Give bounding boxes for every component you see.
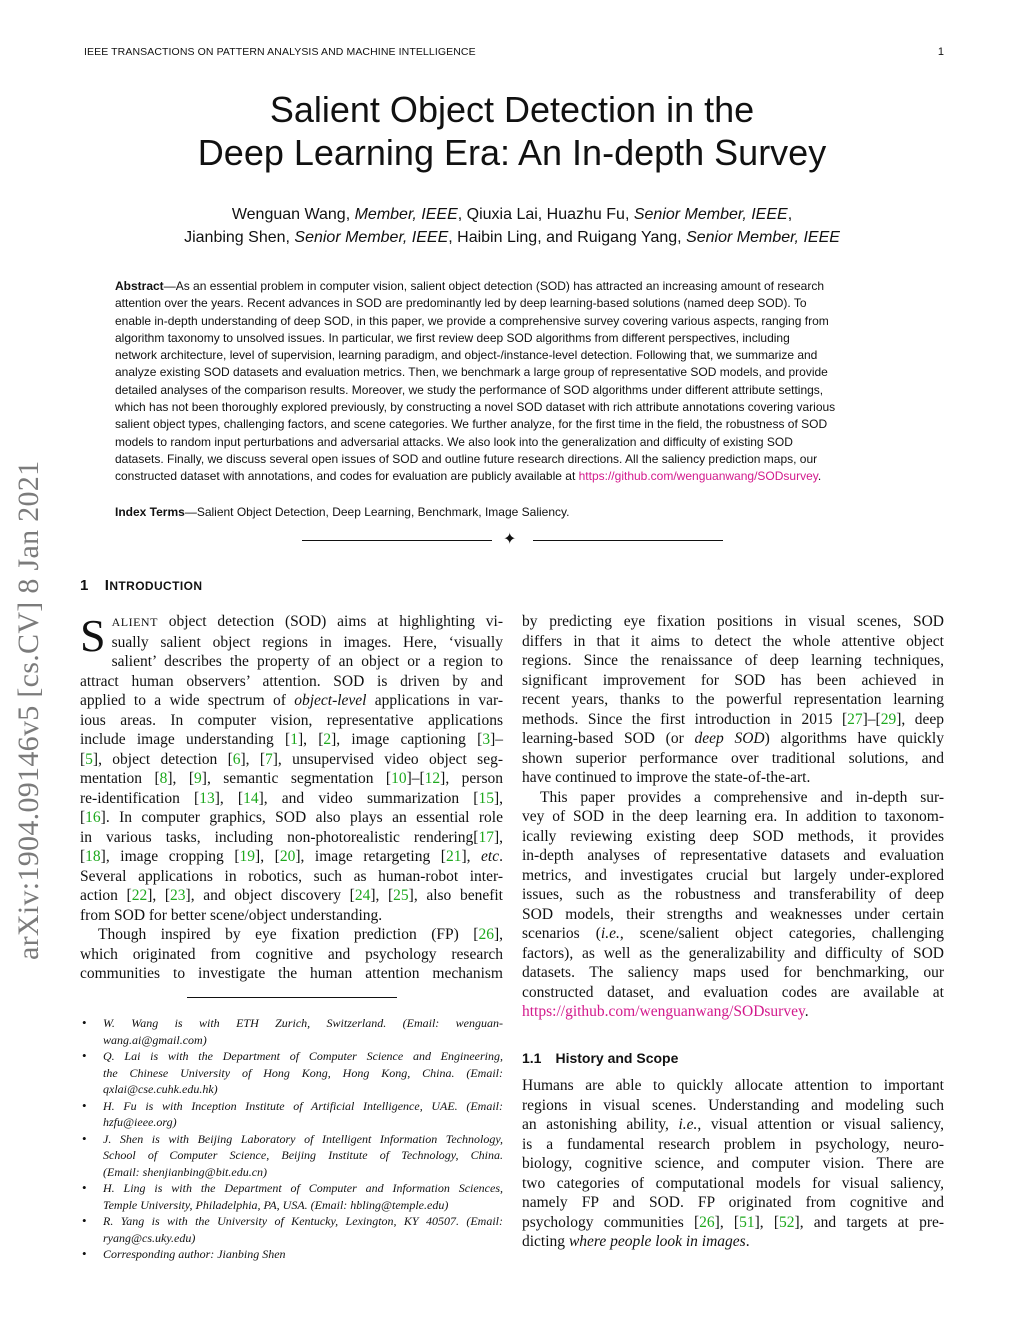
intro-right-column: [522, 612, 944, 1022]
citation-link[interactable]: 24: [354, 887, 371, 904]
footnote-line: • W. Wang is with ETH Zurich, Switzerland. (Email: wenguan-: [103, 1016, 503, 1030]
body-line: which originated from cognitive and psychology research: [80, 945, 503, 963]
body-text: applied to a wide spectrum of: [80, 692, 295, 709]
citation-link[interactable]: 14: [243, 789, 259, 807]
citation-link[interactable]: 26: [699, 1213, 715, 1231]
body-text: mentation [: [80, 770, 160, 787]
footnote-item: [80, 1246, 503, 1263]
body-text: dicting: [522, 1233, 569, 1250]
page-number: 1: [937, 46, 944, 58]
body-line: [522, 924, 944, 944]
author-affiliation-role: Senior Member, IEEE: [686, 229, 840, 246]
body-text: object detection (SOD) aims at highlighting vi-: [157, 613, 503, 630]
footnote-line: • Q. Lai is with the Department of Computer Science and Engineering,: [103, 1049, 503, 1063]
smallcaps-word: ALIENT: [111, 615, 158, 629]
subsection-title: History and Scope: [555, 1050, 679, 1066]
citation-link[interactable]: 10: [391, 770, 407, 787]
index-terms: [115, 505, 910, 519]
body-text: ], [: [240, 750, 266, 768]
abstract-line: which has not been thoroughly explored previously, by constructing a novel SOD dataset with rich attribute annotations covering various: [115, 400, 836, 415]
citation-link[interactable]: 29: [880, 710, 897, 728]
arxiv-stamp-text: arXiv:1904.09146v5 [cs.CV] 8 Jan 2021: [12, 460, 45, 960]
separator-rule-left: [302, 540, 492, 541]
body-line: regions. Since the renaissance of deep learning techniques,: [522, 652, 944, 669]
body-italic: object-level: [294, 692, 367, 709]
body-text: ], unsupervised video object seg-: [272, 750, 503, 768]
body-text: .: [745, 1233, 750, 1250]
abstract: [115, 278, 910, 486]
citation-link[interactable]: 26: [478, 926, 494, 943]
body-text: ]–[: [862, 710, 881, 728]
citation-link[interactable]: 51: [739, 1213, 755, 1231]
body-line: factors), as well as the generalizability and difficulty of SOD: [522, 944, 944, 962]
body-text: ], [: [255, 848, 280, 865]
body-text: scenarios (: [522, 925, 601, 942]
section-number: 1: [80, 577, 89, 594]
body-line: SOD models, their strengths and weaknesses under certain: [522, 905, 944, 923]
body-text: ], and targets at pre-: [794, 1213, 945, 1231]
abstract-line: detailed analyses of the comparison results. Moreover, we study the performance of SOD algorithms under different attribute settings,: [115, 382, 824, 397]
body-text: ],: [493, 789, 503, 807]
body-text: methods. Since the first introduction in 2015 [: [522, 710, 848, 728]
body-text: ], semantic segmentation [: [201, 770, 392, 787]
index-terms-label: Index Terms: [115, 505, 185, 519]
body-text: [: [80, 809, 86, 826]
body-line: Several applications in robotics, such as human-robot inter-: [80, 867, 503, 885]
body-line: metrics, and investigates crucial but largely under-explored: [522, 866, 944, 884]
footnote-line: • R. Yang is with the University of Kentucky, Lexington, KY 40507. (Email:: [103, 1214, 503, 1228]
citation-link[interactable]: 2: [323, 731, 332, 748]
footnote-item: [80, 1048, 503, 1098]
body-text: ], [: [714, 1213, 740, 1231]
citation-link[interactable]: 12: [424, 770, 441, 787]
body-text: ], person: [440, 770, 503, 787]
body-italic: i.e.: [600, 925, 620, 942]
citation-link[interactable]: 23: [170, 887, 186, 904]
running-header: IEEE TRANSACTIONS ON PATTERN ANALYSIS AND MACHINE INTELLIGENCE: [84, 46, 476, 58]
body-text: ], and object discovery [: [185, 887, 355, 904]
footnote-line: hzfu@ieee.org): [103, 1115, 177, 1129]
author-affiliation-role: Member, IEEE: [354, 206, 458, 223]
footnote-line: wang.ai@gmail.com): [103, 1032, 207, 1047]
citation-link[interactable]: 25: [393, 887, 409, 904]
section-heading-introduction: [80, 577, 202, 594]
body-line: [80, 808, 503, 828]
repo-link[interactable]: https://github.com/wenguanwang/SODsurvey: [578, 469, 818, 484]
author-text: Jianbing Shen,: [184, 229, 295, 246]
body-line: communities to investigate the human attention mechanism: [80, 965, 503, 982]
abstract-text: constructed dataset with annotations, and codes for evaluation are publicly available at: [115, 469, 579, 484]
body-text: psychology communities [: [522, 1213, 700, 1231]
abstract-line: network architecture, level of supervision, learning paradigm, and object-/instance-level detection. Following that, we summarize and: [115, 348, 818, 363]
body-line: [522, 729, 944, 749]
body-line: [80, 750, 503, 770]
body-text: ],: [493, 926, 503, 943]
body-text: ],: [493, 828, 503, 846]
body-text: ], [: [167, 770, 195, 787]
body-line: salient’ describes the property of an object or a region to: [111, 653, 503, 670]
body-line: shown superior performance over traditional solutions, and: [522, 749, 944, 767]
body-italic: deep SOD: [694, 730, 765, 747]
citation-link[interactable]: 15: [478, 789, 494, 807]
author-line-1: [0, 203, 1024, 226]
citation-link[interactable]: 21: [445, 848, 462, 865]
author-text: , Qiuxia Lai, Huazhu Fu,: [457, 206, 634, 223]
footnote-line: Temple University, Philadelphia, PA, USA. (Email: hbling@temple.edu): [103, 1197, 449, 1212]
citation-link[interactable]: 3: [482, 731, 491, 748]
body-line: recent years, thanks to the powerful representation learning: [522, 691, 944, 708]
body-line: [522, 710, 944, 730]
body-text: ], deep: [896, 710, 945, 728]
author-line-2: [0, 226, 1024, 249]
body-line: Humans are able to quickly allocate attention to important: [522, 1077, 944, 1094]
abstract-line: datasets. Finally, we discuss several open issues of SOD and outline future research directions. All the saliency prediction maps, our: [115, 451, 818, 466]
author-text: , Haibin Ling, and Ruigang Yang,: [448, 229, 687, 246]
author-footnotes: [80, 1015, 503, 1263]
body-line: significant improvement for SOD has been achieved in: [522, 671, 944, 689]
body-text: .: [499, 848, 503, 865]
body-text: include image understanding [: [80, 731, 291, 748]
separator-rule-right: [533, 540, 723, 541]
body-text: ], image retargeting [: [295, 848, 446, 865]
body-line: [80, 886, 503, 906]
body-text: ], [: [297, 731, 324, 748]
footnote-item: [80, 1015, 503, 1048]
body-text: [: [80, 750, 86, 768]
body-line: [80, 789, 503, 809]
body-line: [80, 828, 503, 848]
body-line: [80, 925, 503, 945]
history-paragraph: [522, 1076, 944, 1252]
body-text: action [: [80, 887, 132, 904]
body-line: [522, 1213, 944, 1233]
footnote-line: • H. Ling is with the Department of Computer and Information Sciences,: [103, 1181, 503, 1195]
footnote-item: [80, 1098, 503, 1131]
citation-link[interactable]: 19: [239, 848, 256, 865]
footnote-line: (Email: shenjianbing@bit.edu.cn): [103, 1164, 268, 1179]
paper-title: [0, 88, 1024, 174]
body-text: ]. In computer graphics, SOD also plays an essential role: [100, 809, 503, 826]
intro-left-column: [80, 612, 503, 984]
body-line: ious areas. In computer vision, representative applications: [80, 711, 503, 729]
author-list: [0, 203, 1024, 249]
body-line: differs in that it aims to detect the whole attentive object: [522, 632, 944, 650]
body-text: ], image cropping [: [100, 848, 240, 865]
abstract-line: attention over the years. Recent advances in SOD are predominantly led by deep learning-based solutions (named deep SOD). To: [115, 296, 807, 311]
body-text: [: [80, 848, 86, 865]
abstract-line: [115, 278, 910, 295]
citation-link[interactable]: 16: [85, 809, 101, 826]
citation-link[interactable]: 20: [279, 848, 296, 865]
author-text: ,: [787, 206, 793, 223]
body-text: ) algorithms have quickly: [764, 730, 944, 747]
body-line: [80, 691, 503, 711]
section-title-initial: I: [104, 577, 110, 594]
subsection-number: 1.1: [522, 1050, 542, 1066]
citation-link[interactable]: 5: [85, 750, 93, 768]
section-title-rest: NTRODUCTION: [109, 579, 203, 593]
body-line: biology, cognitive science, and computer vision. There are: [522, 1155, 944, 1172]
body-text: ], [: [147, 887, 171, 904]
body-line: [80, 730, 503, 750]
body-text: learning-based SOD (or: [522, 730, 695, 747]
subsection-heading-history: [522, 1050, 678, 1066]
body-line: [522, 1002, 944, 1022]
footnote-line: the Chinese University of Hong Kong, Hong Kong, China. (Email:: [103, 1065, 503, 1080]
body-text: applications in var-: [366, 692, 503, 709]
body-text: ], [: [370, 887, 394, 904]
body-text: .: [804, 1003, 809, 1020]
body-text: an astonishing ability,: [522, 1116, 679, 1133]
author-affiliation-role: Senior Member, IEEE: [294, 229, 449, 246]
body-text: ], [: [214, 789, 244, 807]
citation-link[interactable]: 27: [847, 710, 863, 728]
body-italic: where people look in images: [568, 1233, 746, 1250]
body-line: constructed dataset, and evaluation codes are available at: [522, 983, 944, 1001]
body-line: [80, 769, 503, 789]
body-line: [522, 1115, 944, 1135]
body-line: have continued to improve the state-of-the-art.: [522, 769, 811, 786]
abstract-line: enable in-depth understanding of deep SOD, in this paper, we provide a comprehensive survey covering various aspects, ranging from: [115, 313, 829, 328]
body-text: , scene/salient object categories, challenging: [619, 925, 944, 942]
footnote-line: • H. Fu is with Inception Institute of Artificial Intelligence, UAE. (Email:: [103, 1098, 503, 1113]
body-line: by predicting eye fixation positions in visual scenes, SOD: [522, 613, 944, 630]
body-line: in-depth analyses of representative datasets and evaluation: [522, 847, 944, 864]
body-text: ], and video summarization [: [258, 789, 479, 807]
body-line: from SOD for better scene/object understanding.: [80, 906, 383, 924]
citation-link[interactable]: 17: [478, 828, 494, 846]
body-line: This paper provides a comprehensive and in-depth sur-: [540, 788, 944, 806]
footnote-line: • J. Shen is with Beijing Laboratory of Intelligent Information Technology,: [103, 1131, 503, 1146]
citation-link[interactable]: 8: [159, 770, 168, 787]
abstract-text: —As an essential problem in computer vision, salient object detection (SOD) has attracted an increasing amount of research: [163, 279, 825, 293]
body-text: ], also benefit: [408, 887, 503, 904]
citation-link[interactable]: 9: [194, 770, 202, 787]
footnote-item: [80, 1213, 503, 1246]
abstract-line: analyze existing SOD datasets and evaluation metrics. Then, we benchmark a large group of representative SOD models, and provide: [115, 365, 828, 380]
citation-link[interactable]: 52: [779, 1213, 795, 1231]
footnote-item: [80, 1180, 503, 1213]
separator-diamond-icon: ✦: [503, 531, 517, 548]
footnote-line: qxlai@cse.cuhk.edu.hk): [103, 1082, 218, 1096]
index-terms-text: —Salient Object Detection, Deep Learning, Benchmark, Image Saliency.: [184, 505, 570, 519]
paper-title-line-1: Salient Object Detection in the: [269, 89, 755, 130]
body-line: datasets. The saliency maps used for benchmarking, our: [522, 964, 944, 981]
body-italic: i.e.: [678, 1116, 698, 1133]
body-line: attract human observers’ attention. SOD is driven by and: [80, 672, 503, 690]
footnote-line: • Corresponding author: Jianbing Shen: [103, 1247, 286, 1261]
paper-title-line-2: Deep Learning Era: An In-depth Survey: [197, 132, 827, 173]
body-line: [522, 1232, 944, 1252]
body-line: namely FP and SOD. FP originated from cognitive and: [522, 1194, 944, 1211]
citation-link[interactable]: 13: [199, 789, 215, 807]
dropcap-letter: S: [80, 610, 106, 661]
footnote-line: School of Computer Science, Beijing Institute of Technology, China.: [103, 1148, 503, 1162]
abstract-line: salient object types, challenging factors, and scene categories. We further analyze, for the first time in the field, the robustness of SOD: [115, 417, 828, 432]
body-text: Though inspired by eye fixation prediction (FP) [: [98, 926, 479, 943]
citation-link[interactable]: 18: [85, 848, 101, 865]
citation-link[interactable]: 7: [265, 750, 273, 768]
body-italic: etc: [481, 848, 500, 865]
body-line: issues, such as the robustness and transferability of deep: [522, 886, 944, 903]
repo-link[interactable]: https://github.com/wenguanwang/SODsurvey: [522, 1003, 805, 1020]
body-line: is a fundamental research problem in psychology, neuro-: [522, 1135, 944, 1153]
author-text: Wenguan Wang,: [231, 206, 355, 223]
body-line: regions in visual scenes. Understanding and modeling such: [522, 1096, 944, 1114]
body-text: , visual attention or visual saliency,: [697, 1116, 944, 1133]
abstract-line: models to random input perturbations and adversarial attacks. We also look into the generalization and difficulty of existing SOD: [115, 434, 793, 449]
abstract-line: [115, 468, 910, 485]
body-line: two categories of computational models for visual saliency,: [522, 1174, 944, 1192]
abstract-label: Abstract: [115, 279, 164, 293]
body-text: ], image captioning [: [331, 731, 483, 748]
abstract-line: algorithm taxonomy to unsolved issues. In particular, we first review deep SOD algorithms from different perspectives, including: [115, 330, 790, 345]
footnote-item: [80, 1131, 503, 1181]
body-text: ], object detection [: [92, 750, 233, 768]
footnote-line: ryang@cs.uky.edu): [103, 1230, 196, 1245]
body-line: [80, 612, 503, 633]
citation-link[interactable]: 1: [290, 731, 298, 748]
body-line: [80, 847, 503, 867]
citation-link[interactable]: 22: [131, 887, 148, 904]
body-line: ically reviewing existing deep SOD methods, it provides: [522, 827, 944, 845]
abstract-text: .: [817, 469, 822, 484]
author-affiliation-role: Senior Member, IEEE: [633, 206, 788, 223]
body-text: in various tasks, including non-photorealistic rendering[: [80, 828, 479, 846]
body-text: ],: [461, 848, 482, 865]
citation-link[interactable]: 6: [232, 750, 241, 768]
body-text: ]–: [490, 731, 503, 748]
body-line: vey of SOD in the deep learning era. In addition to taxonom-: [522, 808, 944, 825]
body-text: ], [: [754, 1213, 780, 1231]
arxiv-stamp: [4, 372, 64, 962]
footnote-rule: [187, 997, 397, 998]
body-line: sually salient object regions in images. Here, ‘visually: [111, 633, 503, 651]
body-text: ]–[: [406, 770, 425, 787]
body-text: re-identification [: [80, 789, 200, 807]
